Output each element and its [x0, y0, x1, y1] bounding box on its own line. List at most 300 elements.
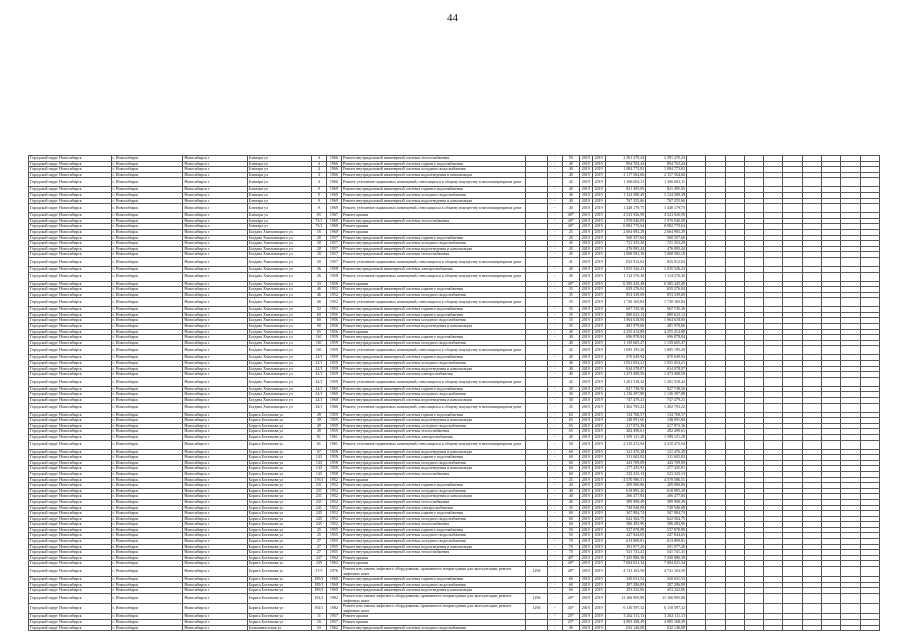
cell-street: Блюхера ул [247, 224, 311, 230]
cell-loc: Новосибирск г [183, 372, 247, 378]
cell-s2: 148 991,60 [646, 418, 687, 424]
cell-work: Ремонт, утепление подвальных помещений, относящихся к общему имуществу в многоквартирном доме [341, 403, 525, 412]
cell-area: 60 [562, 471, 579, 477]
cell-empty [783, 625, 802, 631]
cell-city: г. Новосибирск [111, 235, 183, 241]
cell-work: Ремонт крыши [341, 561, 525, 567]
cell-s1: 6 385 445,48 [605, 281, 646, 287]
cell-district: Городской округ Новосибирск [29, 477, 112, 483]
cell-s2: 721 353,28 [646, 241, 687, 247]
cell-loc: Новосибирск г [183, 555, 247, 561]
cell-area: 40 [562, 625, 579, 631]
cell-city: г. Новосибирск [111, 582, 183, 588]
cell-empty [744, 377, 763, 386]
cell-empty [686, 204, 705, 213]
cell-street: Бориса Богаткова ул [247, 539, 311, 545]
cell-city: г. Новосибирск [111, 418, 183, 424]
cell-year: 1952 [326, 298, 341, 307]
cell-y2: 2019 [592, 224, 605, 230]
cell-s1: 7 684 021,34 [605, 561, 646, 567]
cell-y2: 2019 [592, 522, 605, 528]
cell-year: 1958 [326, 471, 341, 477]
cell-loc: Новосибирск г [183, 246, 247, 252]
cell-city: г. Новосибирск [111, 246, 183, 252]
cell-empty [744, 440, 763, 449]
cell-dash: - [547, 477, 562, 483]
cell-y1: 2019 [579, 172, 592, 178]
cell-y2: 2019 [592, 494, 605, 500]
cell-dash: - [547, 366, 562, 372]
cell-num: 143 [311, 471, 326, 477]
cell-area: 40 [562, 329, 579, 335]
cell-dash: - [547, 246, 562, 252]
cell-loc: Новосибирск г [183, 377, 247, 386]
cell-year: 1952 [326, 477, 341, 483]
cell-city: г. Новосибирск [111, 550, 183, 556]
cell-year: 1952 [326, 505, 341, 511]
cell-num: 49 [311, 423, 326, 429]
cell-y1: 2019 [579, 281, 592, 287]
cell-s2: 217 873,36 [646, 423, 687, 429]
cell-loc: Новосибирск г [183, 198, 247, 204]
cell-city: г. Новосибирск [111, 366, 183, 372]
cell-empty [706, 604, 725, 614]
cell-s1: 4 721 163,50 [605, 567, 646, 577]
cell-y1: 2019 [579, 567, 592, 577]
cell-y2: 2019 [592, 455, 605, 461]
cell-num: 60 [311, 312, 326, 318]
cell-street: Богдана Хмельницкого ул [247, 252, 311, 258]
cell-s2: 1 139 605,47 [646, 340, 687, 346]
cell-city: г. Новосибирск [111, 619, 183, 625]
cell-loc: Новосибирск г [183, 224, 247, 230]
cell-dash: - [547, 340, 562, 346]
cell-work: Ремонт внутридомовой инженерной системы холодного водоснабжения [341, 582, 525, 588]
cell-district: Городской округ Новосибирск [29, 533, 112, 539]
cell-y2: 2019 [592, 505, 605, 511]
cell-street: Бориса Богаткова ул [247, 412, 311, 418]
cell-s1: 386 483,96 [605, 522, 646, 528]
cell-empty [725, 272, 744, 281]
cell-empty [706, 272, 725, 281]
cell-y2: 2019 [592, 156, 605, 162]
cell-area: 60 [562, 582, 579, 588]
cell-dash: - [547, 346, 562, 355]
cell-loc: Новосибирск г [183, 412, 247, 418]
cell-district: Городской округ Новосибирск [29, 594, 112, 604]
cell-y2: 2019 [592, 281, 605, 287]
cell-y1: 2019 [579, 298, 592, 307]
cell-y2: 2019 [592, 418, 605, 424]
cell-loc: Новосибирск г [183, 561, 247, 567]
cell-num: 22/1 [311, 355, 326, 361]
table-row [29, 440, 880, 449]
cell-city: г. Новосибирск [111, 604, 183, 614]
cell-s1: 6 110 597,32 [605, 604, 646, 614]
cell-work: Ремонт внутридомовой инженерной системы холодного водоснабжения [341, 167, 525, 173]
cell-work: Ремонт внутридомовой инженерной системы водоотведения и канализации [341, 246, 525, 252]
cell-area: 40 [562, 355, 579, 361]
cell-district: Городской округ Новосибирск [29, 550, 112, 556]
cell-year: 1966 [326, 178, 341, 187]
cell-street: Большевистская ул [247, 625, 311, 631]
capital-repair-table [28, 155, 880, 631]
cell-y1: 2019 [579, 307, 592, 313]
cell-s1: 749 940,08 [605, 505, 646, 511]
cell-y2: 2019 [592, 539, 605, 545]
cell-s1: 1 473 408,50 [605, 372, 646, 378]
cell-y1: 2019 [579, 377, 592, 386]
cell-empty [860, 257, 880, 266]
cell-area: 45 [562, 403, 579, 412]
cell-work: Ремонт, утепление подвальных помещений, относящихся к общему имуществу в многоквартирном доме [341, 346, 525, 355]
cell-city: г. Новосибирск [111, 614, 183, 620]
cell-loc: Новосибирск г [183, 522, 247, 528]
cell-y2: 2019 [592, 440, 605, 449]
cell-work: Ремонт внутридомовой инженерной системы водоотведения и канализации [341, 449, 525, 455]
cell-loc: Новосибирск г [183, 449, 247, 455]
cell-area: 35 [562, 292, 579, 298]
cell-year: 1960 [326, 229, 341, 235]
cell-city: г. Новосибирск [111, 340, 183, 346]
cell-s2: 1 068 582,10 [646, 252, 687, 258]
cell-y2: 2019 [592, 516, 605, 522]
cell-city: г. Новосибирск [111, 192, 183, 198]
cell-street: Бориса Богаткова ул [247, 488, 311, 494]
cell-loc: Новосибирск г [183, 307, 247, 313]
cell-loc: Новосибирск г [183, 156, 247, 162]
cell-y2: 2019 [592, 429, 605, 435]
table-row [29, 257, 880, 266]
cell-y2: 2019 [592, 246, 605, 252]
cell-work: Ремонт внутридомовой инженерной системы электроснабжения [341, 434, 525, 440]
cell-s2: 894 703,44 [646, 161, 687, 167]
cell-s1: 618 895,20 [605, 488, 646, 494]
cell-empty [841, 594, 860, 604]
cell-s2: 634 078,07 [646, 366, 687, 372]
cell-num: 20 [311, 257, 326, 266]
cell-city: г. Новосибирск [111, 429, 183, 435]
cell-s1: 1 064 618,00 [605, 318, 646, 324]
cell-dash: - [547, 561, 562, 567]
cell-work: Ремонт внутридомовой инженерной системы горячего водоснабжения [341, 307, 525, 313]
cell-s2: 277 435,91 [646, 466, 687, 472]
cell-year: 1962 [326, 555, 341, 561]
cell-street: Бориса Богаткова ул [247, 527, 311, 533]
cell-empty [764, 346, 783, 355]
cell-city: г. Новосибирск [111, 266, 183, 272]
cell-y1: 2019 [579, 335, 592, 341]
cell-y2: 2019 [592, 241, 605, 247]
cell-empty [860, 178, 880, 187]
cell-num: 241 [311, 505, 326, 511]
cell-area: 40* [562, 224, 579, 230]
cell-area: 50 [562, 533, 579, 539]
cell-num: 24/1 [311, 392, 326, 398]
cell-city: г. Новосибирск [111, 213, 183, 219]
cell-city: г. Новосибирск [111, 346, 183, 355]
cell-y2: 2019 [592, 318, 605, 324]
cell-loc: Новосибирск г [183, 582, 247, 588]
cell-empty [783, 272, 802, 281]
cell-s1: 297 286,89 [605, 582, 646, 588]
cell-s2: 1 366 602,11 [646, 178, 687, 187]
cell-year: 1966 [326, 156, 341, 162]
cell-empty [764, 567, 783, 577]
cell-year: 1959 [326, 366, 341, 372]
cell-city: г. Новосибирск [111, 567, 183, 577]
cell-loc: Новосибирск г [183, 318, 247, 324]
cell-y1: 2019 [579, 516, 592, 522]
cell-dash: - [547, 377, 562, 386]
cell-district: Городской округ Новосибирск [29, 582, 112, 588]
cell-district: Городской округ Новосибирск [29, 340, 112, 346]
cell-y1: 2019 [579, 455, 592, 461]
cell-work: Ремонт внутридомовой инженерной системы горячего водоснабжения [341, 483, 525, 489]
cell-y2: 2019 [592, 324, 605, 330]
cell-empty [802, 377, 821, 386]
cell-s2: 4 255 414,88 [646, 329, 687, 335]
cell-street: Богдана Хмельницкого ул [247, 292, 311, 298]
cell-empty [764, 204, 783, 213]
cell-loc: Новосибирск г [183, 361, 247, 367]
cell-empty [706, 377, 725, 386]
cell-y2: 2019 [592, 235, 605, 241]
cell-y2: 2019 [592, 298, 605, 307]
cell-street: Бориса Богаткова ул [247, 619, 311, 625]
cell-s2: 767 255,66 [646, 198, 687, 204]
cell-num: 245 [311, 511, 326, 517]
cell-empty [783, 257, 802, 266]
cell-city: г. Новосибирск [111, 423, 183, 429]
cell-f1: 1294 [526, 604, 547, 614]
cell-year: 1958 [326, 460, 341, 466]
cell-year: 1958 [326, 272, 341, 281]
cell-dash: - [547, 167, 562, 173]
cell-num: 22/1 [311, 366, 326, 372]
cell-area: 40* [562, 218, 579, 224]
cell-district: Городской округ Новосибирск [29, 167, 112, 173]
cell-street: Богдана Хмельницкого ул [247, 377, 311, 386]
cell-s1: 747 479,21 [605, 398, 646, 404]
cell-work: Ремонт внутридомовой инженерной системы холодного водоснабжения [341, 423, 525, 429]
cell-y1: 2019 [579, 386, 592, 392]
cell-s1: 443 709,09 [605, 460, 646, 466]
cell-work: Ремонт внутридомовой инженерной системы горячего водоснабжения [341, 312, 525, 318]
cell-city: г. Новосибирск [111, 488, 183, 494]
cell-city: г. Новосибирск [111, 318, 183, 324]
cell-s2: 389 998,49 [646, 499, 687, 505]
cell-area: 35 [562, 307, 579, 313]
cell-area: 70 [562, 550, 579, 556]
cell-area: 65 [562, 412, 579, 418]
cell-s2: 6 082 770,64 [646, 224, 687, 230]
cell-dash: - [547, 213, 562, 219]
cell-y2: 2019 [592, 488, 605, 494]
cell-empty [821, 567, 840, 577]
cell-work: Ремонт внутридомовой инженерной системы горячего водоснабжения [341, 511, 525, 517]
cell-district: Городской округ Новосибирск [29, 346, 112, 355]
cell-empty [744, 604, 763, 614]
cell-y2: 2019 [592, 434, 605, 440]
cell-empty [860, 567, 880, 577]
cell-area: 42 [562, 346, 579, 355]
cell-area: 40* [562, 281, 579, 287]
cell-y1: 2019 [579, 494, 592, 500]
cell-y2: 2019 [592, 346, 605, 355]
cell-year: 1960 [326, 577, 341, 583]
cell-work: Ремонт внутридомовой инженерной системы теплоснабжения [341, 252, 525, 258]
cell-street: Богдана Хмельницкого ул [247, 257, 311, 266]
cell-y2: 2019 [592, 483, 605, 489]
cell-num: 22/1 [311, 361, 326, 367]
cell-y2: 2019 [592, 582, 605, 588]
cell-year: 1957 [326, 235, 341, 241]
cell-district: Городской округ Новосибирск [29, 192, 112, 198]
cell-year: 1959 [326, 361, 341, 367]
cell-year: 1955 [326, 539, 341, 545]
cell-empty [744, 625, 763, 631]
cell-y1: 2019 [579, 167, 592, 173]
cell-s1: 217 873,36 [605, 423, 646, 429]
cell-area: 65 [562, 423, 579, 429]
cell-district: Городской округ Новосибирск [29, 235, 112, 241]
cell-s1: 825 912,63 [605, 257, 646, 266]
cell-area: 60 [562, 516, 579, 522]
cell-empty [783, 204, 802, 213]
cell-dash: - [547, 577, 562, 583]
cell-dash: - [547, 533, 562, 539]
cell-city: г. Новосибирск [111, 329, 183, 335]
cell-district: Городской округ Новосибирск [29, 539, 112, 545]
cell-work: Ремонт внутридомовой инженерной системы холодного водоснабжения [341, 533, 525, 539]
cell-y2: 2019 [592, 533, 605, 539]
cell-s1: 659 276,04 [605, 287, 646, 293]
cell-s2: 696 878,84 [646, 335, 687, 341]
cell-loc: Новосибирск г [183, 604, 247, 614]
cell-work: Ремонт внутридомовой инженерной системы холодного водоснабжения [341, 488, 525, 494]
cell-num: 33 [311, 625, 326, 631]
cell-y2: 2019 [592, 366, 605, 372]
cell-empty [802, 440, 821, 449]
cell-s1: 821 495,05 [605, 187, 646, 193]
cell-street: Бориса Богаткова ул [247, 561, 311, 567]
cell-dash: - [547, 423, 562, 429]
cell-dash: - [547, 355, 562, 361]
cell-district: Городской округ Новосибирск [29, 355, 112, 361]
cell-num: 11 [311, 614, 326, 620]
table-row [29, 604, 880, 614]
cell-district: Городской округ Новосибирск [29, 555, 112, 561]
cell-empty [764, 625, 783, 631]
cell-s1: 121 476,28 [605, 449, 646, 455]
cell-s2: 282 498,61 [646, 429, 687, 435]
cell-y2: 2019 [592, 499, 605, 505]
cell-f1 [526, 204, 547, 213]
cell-year: 1955 [326, 550, 341, 556]
cell-s1: 632 146,08 [605, 625, 646, 631]
cell-num: 65 [311, 213, 326, 219]
cell-area: 40* [562, 567, 579, 577]
cell-city: г. Новосибирск [111, 477, 183, 483]
cell-work: Ремонт крыши [341, 229, 525, 235]
cell-city: г. Новосибирск [111, 577, 183, 583]
cell-num: 24/1 [311, 403, 326, 412]
cell-city: г. Новосибирск [111, 229, 183, 235]
cell-y1: 2019 [579, 192, 592, 198]
cell-empty [706, 440, 725, 449]
cell-area: 41 [562, 257, 579, 266]
cell-district: Городской округ Новосибирск [29, 366, 112, 372]
cell-dash: - [547, 619, 562, 625]
cell-num: 161 [311, 340, 326, 346]
cell-y2: 2019 [592, 604, 605, 614]
table-row [29, 567, 880, 577]
cell-s2: 6 110 597,32 [646, 604, 687, 614]
cell-work: Ремонт внутридомовой инженерной системы водоотведения и канализации [341, 172, 525, 178]
cell-area: 35 [562, 312, 579, 318]
cell-s1: 2 310 472,94 [605, 440, 646, 449]
cell-empty [706, 594, 725, 604]
cell-dash: - [547, 403, 562, 412]
cell-work: Ремонт внутридомовой инженерной системы горячего водоснабжения [341, 161, 525, 167]
cell-area: 60 [562, 511, 579, 517]
cell-y2: 2019 [592, 471, 605, 477]
cell-y2: 2019 [592, 335, 605, 341]
cell-year: 1959 [326, 423, 341, 429]
cell-street: Бориса Богаткова ул [247, 455, 311, 461]
cell-area: 42 [562, 377, 579, 386]
cell-dash: - [547, 257, 562, 266]
cell-year: 1960 [326, 588, 341, 594]
cell-s2: 7 684 021,34 [646, 561, 687, 567]
cell-area: 40 [562, 167, 579, 173]
cell-num: 20 [311, 241, 326, 247]
cell-city: г. Новосибирск [111, 324, 183, 330]
cell-num: 26 [311, 272, 326, 281]
cell-empty [686, 178, 705, 187]
cell-dash: - [547, 418, 562, 424]
cell-empty [821, 377, 840, 386]
cell-num: 61 [311, 440, 326, 449]
cell-city: г. Новосибирск [111, 511, 183, 517]
cell-area: 40 [562, 372, 579, 378]
cell-dash: - [547, 471, 562, 477]
cell-empty [764, 604, 783, 614]
cell-district: Городской округ Новосибирск [29, 312, 112, 318]
cell-s1: 3 262 111,13 [605, 614, 646, 620]
cell-s1: 277 435,91 [605, 466, 646, 472]
cell-empty [725, 625, 744, 631]
cell-empty [725, 178, 744, 187]
cell-loc: Новосибирск г [183, 423, 247, 429]
cell-district: Городской округ Новосибирск [29, 187, 112, 193]
cell-street: Богдана Хмельницкого ул [247, 298, 311, 307]
cell-empty [821, 625, 840, 631]
cell-loc: Новосибирск г [183, 499, 247, 505]
cell-area: 60 [562, 455, 579, 461]
cell-city: г. Новосибирск [111, 298, 183, 307]
cell-empty [821, 604, 840, 614]
cell-city: г. Новосибирск [111, 204, 183, 213]
cell-district: Городской округ Новосибирск [29, 412, 112, 418]
cell-district: Городской округ Новосибирск [29, 460, 112, 466]
cell-y2: 2019 [592, 292, 605, 298]
cell-y1: 2019 [579, 460, 592, 466]
cell-dash: - [547, 488, 562, 494]
cell-empty [706, 567, 725, 577]
cell-loc: Новосибирск г [183, 324, 247, 330]
